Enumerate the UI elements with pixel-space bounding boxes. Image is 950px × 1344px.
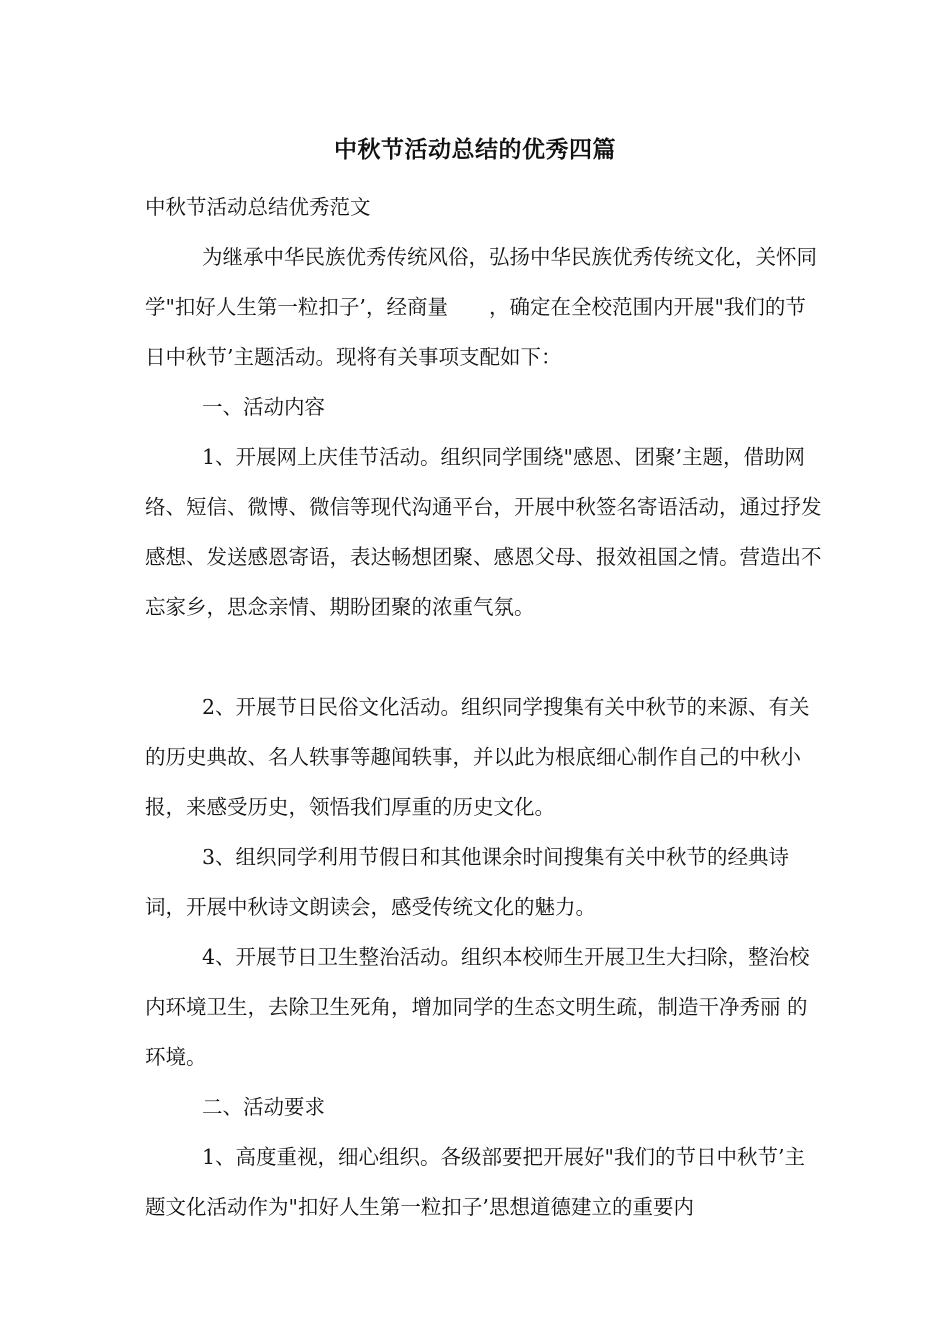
activity-item-3: 3、组织同学利用节假日和其他课余时间搜集有关中秋节的经典诗词，开展中秋诗文朗读会，感受传统文化的魅力。 [145, 845, 790, 919]
intro-paragraph: 为继承中华民族优秀传统风俗，弘扬中华民族优秀传统文化，关怀同学"扣好人生第一粒扣子’，经商量 ，确定在全校范围内开展"我们的节日中秋节’主题活动。现将有关事项支配如下： [145, 245, 817, 369]
requirement-item-1: 1、高度重视，细心组织。各级部要把开展好"我们的节日中秋节’主题文化活动作为"扣好人生第一粒扣子’思想道德建立的重要内 [145, 1145, 805, 1219]
document-title: 中秋节活动总结的优秀四篇 [334, 136, 616, 163]
activity-item-4: 4、开展节日卫生整治活动。组织本校师生开展卫生大扫除，整治校内环境卫生，去除卫生死角，增加同学的生态文明生疏，制造干净秀丽 的环境。 [145, 945, 810, 1069]
section-heading-activity-content: 一、活动内容 [202, 395, 325, 419]
document-body [145, 182, 825, 1232]
document-subtitle: 中秋节活动总结优秀范文 [145, 195, 371, 219]
activity-item-2: 2、开展节日民俗文化活动。组织同学搜集有关中秋节的来源、有关的历史典故、名人轶事等趣闻轶事，并以此为根底细心制作自己的中秋小报，来感受历史，领悟我们厚重的历史文化。 [145, 695, 810, 819]
section-heading-activity-requirements: 二、活动要求 [202, 1095, 325, 1119]
activity-item-1: 1、开展网上庆佳节活动。组织同学围绕"感恩、团聚’主题，借助网络、短信、微博、微信等现代沟通平台，开展中秋签名寄语活动，通过抒发感想、发送感恩寄语，表达畅想团聚、感恩父母、报效祖国之情。营造出不忘家乡，思念亲情、期盼团聚的浓重气氛。 [145, 445, 822, 619]
